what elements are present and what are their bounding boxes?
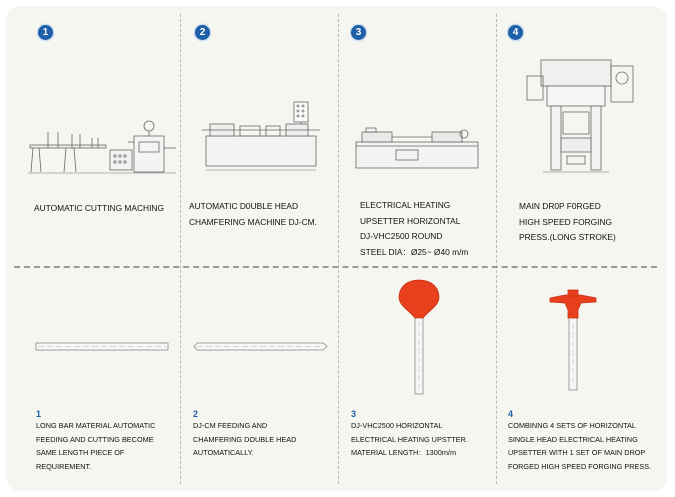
step-2-line: DJ-CM FEEDING AND <box>193 421 268 430</box>
step-badge-4: 4 <box>508 25 523 40</box>
machine-4-caption <box>519 199 616 246</box>
step-3-line: ELECTRICAL HEATING UPSTTER. <box>351 434 468 444</box>
step-badge-2: 2 <box>195 25 210 40</box>
machine-4-caption-line: PRESS.(LONG STROKE) <box>519 232 616 242</box>
chamfered-bar-icon <box>193 341 329 353</box>
step-2-line: CHAMFERING DOUBLE HEAD <box>193 434 297 444</box>
step-1-line: FEEDING AND CUTTING BECOME <box>36 434 154 444</box>
step-1-line: REQUIREMENT. <box>36 461 92 471</box>
column-divider <box>496 14 497 484</box>
step-number-3: 3 <box>351 409 357 419</box>
forged-part-icon <box>547 288 599 394</box>
column-divider <box>180 14 181 484</box>
machine-3-caption-line: DJ-VHC2500 ROUND <box>360 231 443 241</box>
column-divider <box>338 14 339 484</box>
step-number-1: 1 <box>36 409 42 419</box>
step-3-line: DJ-VHC2500 HORIZONTAL <box>351 421 443 430</box>
step-2-line: AUTOMATICALLY. <box>193 448 254 457</box>
machine-4-caption-line: HIGH SPEED FORGING <box>519 216 613 227</box>
machine-2-caption-line: CHAMFERING MACHINE DJ-CM. <box>189 216 317 227</box>
step-4-description <box>508 419 651 473</box>
machine-2-caption <box>189 199 317 230</box>
cutting-machine-icon <box>28 112 178 177</box>
step-1-description <box>36 419 155 473</box>
step-number-2: 2 <box>193 409 199 419</box>
step-4-line: COMBINNG 4 SETS OF HORIZONTAL <box>508 421 636 430</box>
machine-3-caption-line: ELECTRICAL HEATING <box>360 200 451 210</box>
machine-3-caption-line: STEEL DIA：Ø25~ Ø40 m/m <box>360 246 469 257</box>
machine-1-caption <box>34 201 164 217</box>
step-4-line: FORGED HIGH SPEED FORGING PRESS. <box>508 461 652 471</box>
step-3-description <box>351 419 468 460</box>
step-4-line: SINGLE HEAD ELECTRICAL HEATING <box>508 434 638 444</box>
step-4-line: UPSETTER WITH 1 SET OF MAIN DROP <box>508 448 646 457</box>
step-2-description <box>193 419 296 460</box>
upset-heated-bar-icon <box>397 276 441 398</box>
step-badge-1: 1 <box>38 25 53 40</box>
step-badge-3: 3 <box>351 25 366 40</box>
long-bar-icon <box>34 341 170 353</box>
step-1-line: SAME LENGTH PIECE OF <box>36 448 125 457</box>
forging-press-icon <box>523 56 641 176</box>
step-3-line: MATERIAL LENGTH：1300m/m <box>351 448 457 457</box>
machine-2-caption-line: AUTOMATIC D0UBLE HEAD <box>189 201 299 211</box>
chamfering-machine-icon <box>200 100 322 172</box>
step-number-4: 4 <box>508 409 514 419</box>
machine-3-caption <box>360 198 468 260</box>
machine-1-caption-line: AUTOMATIC CUTTING MACHING <box>34 203 164 213</box>
section-divider <box>14 266 657 268</box>
step-1-line: LONG BAR MATERIAL AUTOMATIC <box>36 421 156 430</box>
machine-3-caption-line: UPSETTER HORIZONTAL <box>360 215 461 226</box>
machine-4-caption-line: MAIN DR0P F0RGED <box>519 201 601 211</box>
upsetter-machine-icon <box>352 120 482 170</box>
